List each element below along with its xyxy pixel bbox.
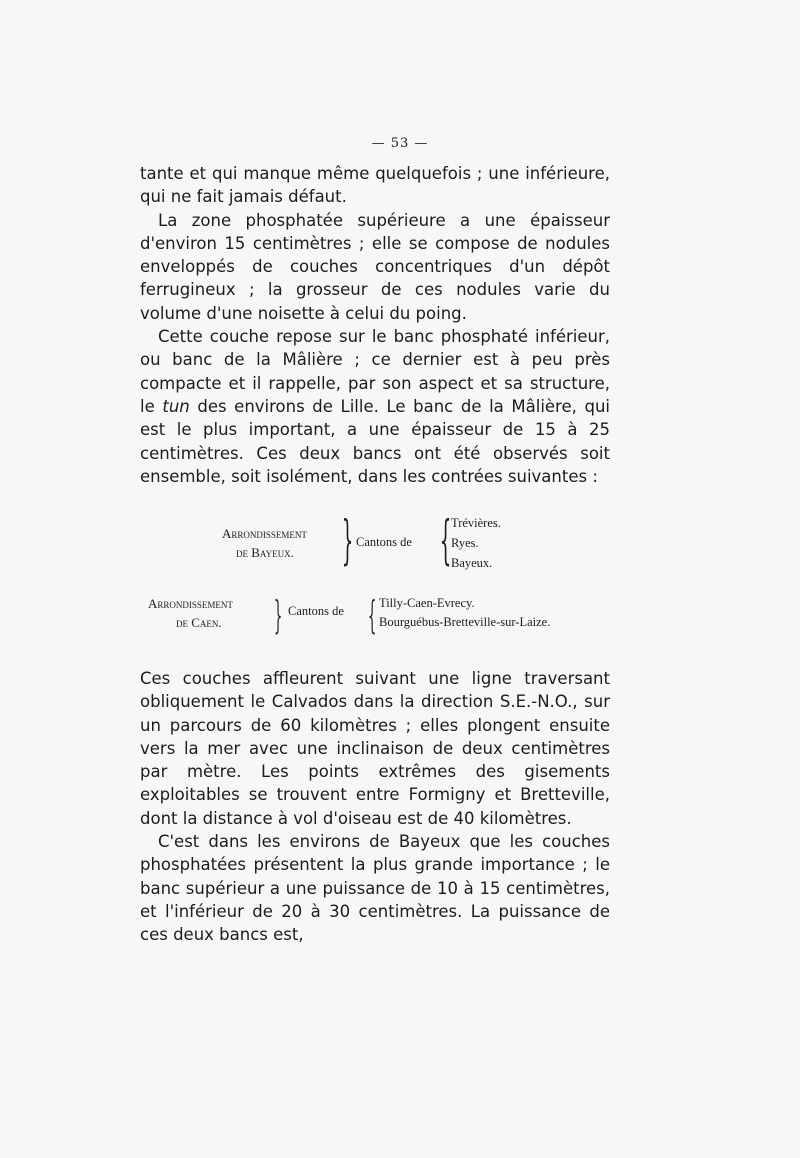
paragraph-text: des environs de Lille. Le banc de la Mâlière, qui est le plus important, a une épaisseur de 15 à 25 centimètres. Ces deux bancs ont été observés soit ensemble, soit isolément, dans les contrées suivantes : bbox=[140, 396, 610, 486]
canton-item: Bayeux. bbox=[451, 556, 493, 570]
paragraph: Ces couches affleurent suivant une ligne traversant obliquement le Calvados dans la direction S.E.-N.O., sur un parcours de 60 kilomètres ; elles plongent ensuite vers la mer avec une inclinaison de deux centimètres par mètre. Les points extrêmes des gisements exploitables se trouvent entre Formigny et Bretteville, dont la distance à vol d'oiseau est de 40 kilomètres. bbox=[140, 669, 610, 828]
paragraph bbox=[140, 325, 610, 488]
canton-item: Bourguébus-Bretteville-sur-Laize. bbox=[379, 615, 551, 629]
right-brace-icon: } bbox=[273, 593, 283, 637]
paragraph-text: Cette couche repose sur le banc phosphaté inférieur, ou banc de la Mâlière ; ce dernier est à peu près compacte et il rappelle, par son aspect et sa structure, le bbox=[140, 327, 610, 416]
canton-item: Trévières. bbox=[451, 516, 501, 530]
cantons-label-caen: Cantons de bbox=[288, 604, 344, 618]
arrondissement-bayeux-line1: Arrondissement bbox=[222, 526, 307, 541]
paragraph: tante et qui manque même quelquefois ; une inférieure, qui ne fait jamais défaut. bbox=[140, 164, 610, 207]
text-block-bottom bbox=[140, 667, 610, 947]
paragraph: La zone phosphatée supérieure a une épaisseur d'environ 15 centimètres ; elle se compose de nodules enveloppés de couches concentriques d'un dépôt ferrugineux ; la grosseur de ces nodules varie du volume d'une noisette à celui du poing. bbox=[140, 210, 610, 323]
left-brace-icon: { bbox=[439, 511, 452, 571]
arrondissement-bayeux-line2: de Bayeux. bbox=[236, 545, 294, 560]
right-brace-icon: } bbox=[341, 511, 354, 571]
arrondissement-caen-line2: de Caen. bbox=[176, 615, 222, 630]
text-block-top bbox=[140, 162, 610, 488]
italic-word: tun bbox=[162, 396, 190, 416]
paragraph: C'est dans les environs de Bayeux que les couches phosphatées présentent la plus grande importance ; le banc supérieur a une puissance de 10 à 15 centimètres, et l'inférieur de 20 à 30 centimètres. La puissance de ces deux bancs est, bbox=[140, 832, 610, 945]
left-brace-icon: { bbox=[367, 593, 377, 637]
canton-item: Tilly-Caen-Evrecy. bbox=[379, 596, 475, 610]
page-number: — 53 — bbox=[371, 136, 429, 151]
canton-item: Ryes. bbox=[451, 536, 479, 550]
arrondissement-caen-line1: Arrondissement bbox=[148, 596, 233, 611]
cantons-label-bayeux: Cantons de bbox=[356, 535, 412, 549]
